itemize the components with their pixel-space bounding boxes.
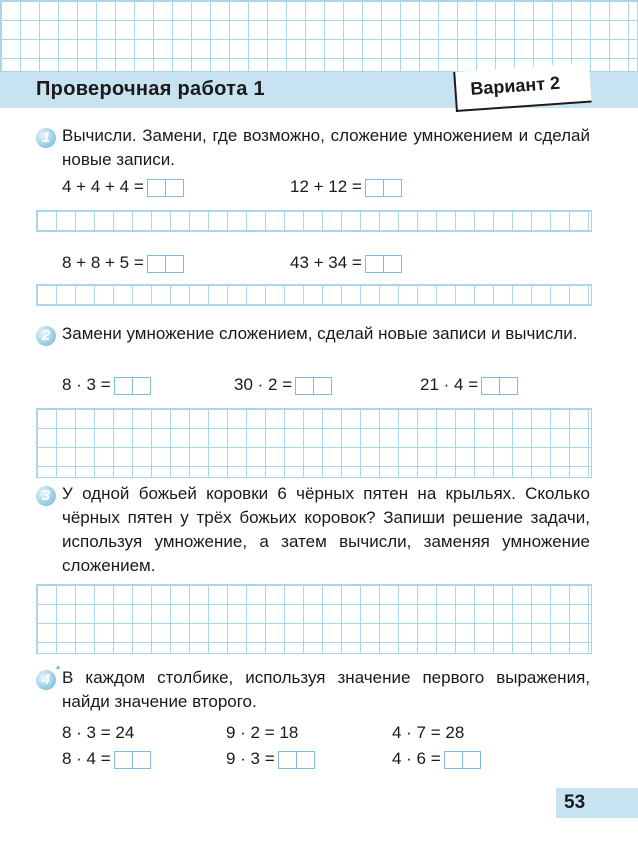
answer-cell[interactable] [296, 751, 315, 769]
answer-cell[interactable] [295, 377, 314, 395]
task-3-text: У одной божьей коровки 6 чёрных пятен на крыльях. Сколько чёрных пятен у трёх божьих коровок? Запиши решение задачи, используя умножение, а затем вычисли, заменяя умножение сложением. [62, 484, 590, 575]
answer-cell[interactable] [114, 751, 133, 769]
page-title: Проверочная работа 1 [36, 78, 265, 100]
task-1-expr-2: 12 + 12 = [290, 176, 402, 198]
answer-cell[interactable] [481, 377, 500, 395]
task-4-expr-1: 8 · 4 = [62, 748, 151, 770]
answer-cell[interactable] [365, 255, 384, 273]
answer-cell[interactable] [499, 377, 518, 395]
page-number: 53 [564, 792, 586, 813]
task-4-text: В каждом столбике, используя значение первого выражения, найди значение второго. [62, 668, 590, 711]
task-2-expr-3: 21 · 4 = [420, 374, 518, 396]
task-1-number-icon: 1 [36, 128, 56, 148]
task-1-answer-grid-1[interactable] [36, 210, 592, 232]
task-2-number-icon: 2 [36, 326, 56, 346]
answer-cell[interactable] [462, 751, 481, 769]
task-3-number-icon: 3 [36, 486, 56, 506]
answer-cell[interactable] [132, 377, 151, 395]
task-1-expr-4: 43 + 34 = [290, 252, 402, 274]
answer-cell[interactable] [147, 179, 166, 197]
task-1-expr-3: 8 + 8 + 5 = [62, 252, 184, 274]
task-2-text: Замени умножение сложением, сделай новые записи и вычисли. [62, 324, 578, 343]
answer-cell[interactable] [444, 751, 463, 769]
task-4-given-1: 8 · 3 = 24 [62, 723, 135, 742]
task-2-expr-2: 30 · 2 = [234, 374, 332, 396]
task-4-given-3: 4 · 7 = 28 [392, 723, 465, 742]
answer-cell[interactable] [165, 255, 184, 273]
task-4-star: * [56, 664, 61, 676]
answer-cell[interactable] [114, 377, 133, 395]
top-grid [0, 0, 638, 72]
answer-cell[interactable] [147, 255, 166, 273]
answer-cell[interactable] [383, 179, 402, 197]
task-1-expr-1: 4 + 4 + 4 = [62, 176, 184, 198]
task-3-answer-grid[interactable] [36, 584, 592, 654]
answer-cell[interactable] [313, 377, 332, 395]
task-2-answer-grid[interactable] [36, 408, 592, 478]
task-4-number-icon: 4 [36, 670, 56, 690]
task-1-answer-grid-2[interactable] [36, 284, 592, 306]
task-4-expr-3: 4 · 6 = [392, 748, 481, 770]
answer-cell[interactable] [383, 255, 402, 273]
task-4-given-2: 9 · 2 = 18 [226, 723, 299, 742]
answer-cell[interactable] [132, 751, 151, 769]
answer-cell[interactable] [165, 179, 184, 197]
task-4-expr-2: 9 · 3 = [226, 748, 315, 770]
answer-cell[interactable] [278, 751, 297, 769]
answer-cell[interactable] [365, 179, 384, 197]
variant-label: Вариант 2 [469, 72, 561, 99]
task-1-text: Вычисли. Замени, где возможно, сложение умножением и сделай новые записи. [62, 126, 590, 169]
task-2-expr-1: 8 · 3 = [62, 374, 151, 396]
